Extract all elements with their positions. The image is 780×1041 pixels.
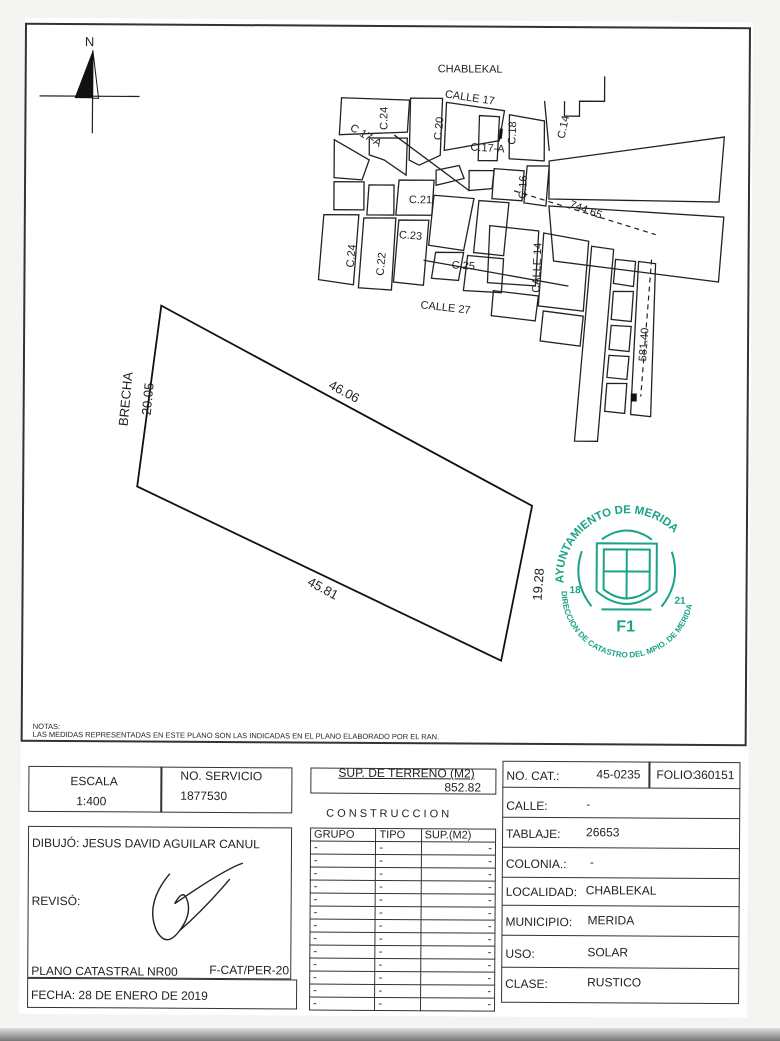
folio-value: 360151 xyxy=(694,767,735,783)
uso-label: USO: xyxy=(505,946,535,961)
street-label: C.23 xyxy=(398,229,423,243)
construction-cell: - xyxy=(310,971,375,984)
plan-name: PLANO CATASTRAL NR00 xyxy=(31,963,178,979)
construction-cell: - xyxy=(310,893,375,906)
catastro-seal xyxy=(541,491,712,662)
municipio-label: MUNICIPIO: xyxy=(505,914,573,930)
street-label: C.24 xyxy=(344,243,359,269)
date: FECHA: 28 DE ENERO DE 2019 xyxy=(31,987,208,1003)
land-area-value: 852.82 xyxy=(444,780,482,795)
north-arrow-icon xyxy=(39,34,140,134)
street-label: C.21 xyxy=(408,194,433,207)
construction-cell: - xyxy=(310,984,375,997)
construction-cell: - xyxy=(420,985,495,998)
colonia-value: - xyxy=(589,855,594,870)
construction-row xyxy=(310,971,495,985)
seal-arc-bottom: DIRECCION DE CATASTRO DEL MPIO. DE MERIDA xyxy=(559,590,695,660)
construction-cell: - xyxy=(420,959,495,972)
construction-cell: - xyxy=(310,958,375,971)
construction-row xyxy=(310,958,495,972)
seal-year-left: 18 xyxy=(569,585,581,597)
uso-value: SOLAR xyxy=(587,945,629,960)
construction-cell: - xyxy=(375,906,420,919)
construction-cell: - xyxy=(421,907,496,920)
scale-service-divider xyxy=(160,767,162,813)
street-label: C.25 xyxy=(451,259,476,273)
construction-cell: - xyxy=(310,945,375,958)
clase-value: RUSTICO xyxy=(587,975,642,990)
lot-side-right: 19.28 xyxy=(529,567,547,602)
land-area-label: SUP. DE TERRENO (M2) xyxy=(338,765,475,781)
construction-cell: - xyxy=(375,932,420,945)
seal-year-right: 21 xyxy=(674,595,686,607)
construction-cell: - xyxy=(420,933,495,946)
construction-cell: - xyxy=(375,984,420,997)
reviewed-by-label: REVISÓ: xyxy=(31,893,81,909)
street-label: CALLE 14 xyxy=(530,242,545,294)
service-label: NO. SERVICIO xyxy=(180,768,263,784)
street-label: CALLE 27 xyxy=(419,299,472,317)
construction-row xyxy=(309,997,494,1011)
folio-divider xyxy=(648,762,650,788)
construction-cell: - xyxy=(376,841,421,854)
nocat-value: 45-0235 xyxy=(596,767,641,782)
street-label: CALLE 17 xyxy=(444,88,496,108)
construction-cell: - xyxy=(376,893,421,906)
lot-side-bottom: 45.81 xyxy=(305,573,341,603)
construction-cell: - xyxy=(375,971,420,984)
construction-cell: - xyxy=(310,919,375,932)
street-label: C.20 xyxy=(432,116,447,141)
street-label: C.17-A xyxy=(470,141,505,156)
construction-cell: - xyxy=(420,972,495,985)
street-label: C.14 xyxy=(555,114,573,140)
street-label: C.18 xyxy=(506,121,520,145)
construction-row xyxy=(310,854,495,868)
lot-side-top: 46.06 xyxy=(326,377,363,406)
street-label: C.22 xyxy=(374,251,389,277)
folio-label: FOLIO: xyxy=(656,767,696,782)
construction-cell: - xyxy=(310,932,375,945)
construction-cell: - xyxy=(421,842,496,855)
construction-cell: - xyxy=(421,920,496,933)
tablaje-value: 26653 xyxy=(586,825,620,840)
construction-row xyxy=(310,893,495,907)
distance-label: 744.65 xyxy=(567,198,604,222)
plan-code: F-CAT/PER-20 xyxy=(209,962,290,978)
construction-cell: - xyxy=(420,998,495,1011)
reviewer-signature xyxy=(134,858,245,949)
service-value: 1877530 xyxy=(180,788,228,804)
calle-label: CALLE: xyxy=(506,798,548,813)
construction-cell: - xyxy=(310,854,375,867)
construction-cell: - xyxy=(310,841,375,854)
lot-outline xyxy=(136,305,533,660)
scale-value: 1:400 xyxy=(76,794,107,809)
construction-header: SUP.(M2) xyxy=(421,829,496,842)
construction-row xyxy=(310,841,495,855)
municipio-value: MERIDA xyxy=(587,913,635,928)
localidad-value: CHABLEKAL xyxy=(585,883,657,898)
colonia-label: COLONIA.: xyxy=(505,856,567,872)
construction-title: C O N S T R U C C I O N xyxy=(326,807,450,821)
seal-arc-top: AYUNTAMIENTO DE MERIDA xyxy=(554,504,681,584)
construction-row xyxy=(310,945,495,959)
construction-cell: - xyxy=(310,880,375,893)
construction-cell: - xyxy=(375,997,420,1010)
construction-cell: - xyxy=(376,854,421,867)
construction-cell: - xyxy=(375,919,420,932)
notes-title: NOTAS: xyxy=(32,721,61,732)
construction-cell: - xyxy=(421,894,496,907)
distance-label: 581.40 xyxy=(636,327,652,362)
north-label: N xyxy=(84,34,95,50)
construction-cell: - xyxy=(375,958,420,971)
localidad-label: LOCALIDAD: xyxy=(505,884,578,900)
nocat-label: NO. CAT.: xyxy=(506,768,560,784)
construction-cell: - xyxy=(376,867,421,880)
scale-label: ESCALA xyxy=(70,774,118,789)
construction-row xyxy=(310,919,495,933)
construction-cell: - xyxy=(310,906,375,919)
construction-row xyxy=(310,932,495,946)
street-label: C.16 xyxy=(516,175,530,199)
construction-cell: - xyxy=(420,946,495,959)
construction-cell: - xyxy=(376,880,421,893)
calle-value: - xyxy=(586,797,591,812)
construction-cell: - xyxy=(421,881,496,894)
street-label: C.24 xyxy=(378,106,391,131)
construction-row xyxy=(310,880,495,894)
street-label: CHABLEKAL xyxy=(437,63,503,76)
scan-edge xyxy=(0,1028,780,1041)
drawn-by: DIBUJÓ: JESUS DAVID AGUILAR CANUL xyxy=(31,835,260,852)
construction-header: GRUPO xyxy=(311,828,376,841)
construction-cell: - xyxy=(309,997,374,1010)
construction-cell: - xyxy=(375,945,420,958)
construction-row xyxy=(310,906,495,920)
construction-cell: - xyxy=(310,867,375,880)
construction-cell: - xyxy=(421,855,496,868)
cadastral-plan-sheet xyxy=(19,18,753,1018)
construction-cell: - xyxy=(421,868,496,881)
lot-brecha-label: BRECHA xyxy=(115,371,136,427)
tablaje-label: TABLAJE: xyxy=(506,826,561,842)
construction-row xyxy=(310,984,495,998)
construction-table xyxy=(309,828,496,1012)
construction-header: TIPO xyxy=(376,828,421,841)
street-label: C.17-A xyxy=(347,122,384,150)
clase-label: CLASE: xyxy=(505,976,548,991)
notes-text: LAS MEDIDAS REPRESENTADAS EN ESTE PLANO SON LAS INDICADAS EN EL PLANO ELABORADO POR EL RAN. xyxy=(32,729,440,742)
lot-side-left: 20.05 xyxy=(138,382,157,416)
seal-code: F1 xyxy=(616,618,636,636)
construction-row xyxy=(310,867,495,881)
